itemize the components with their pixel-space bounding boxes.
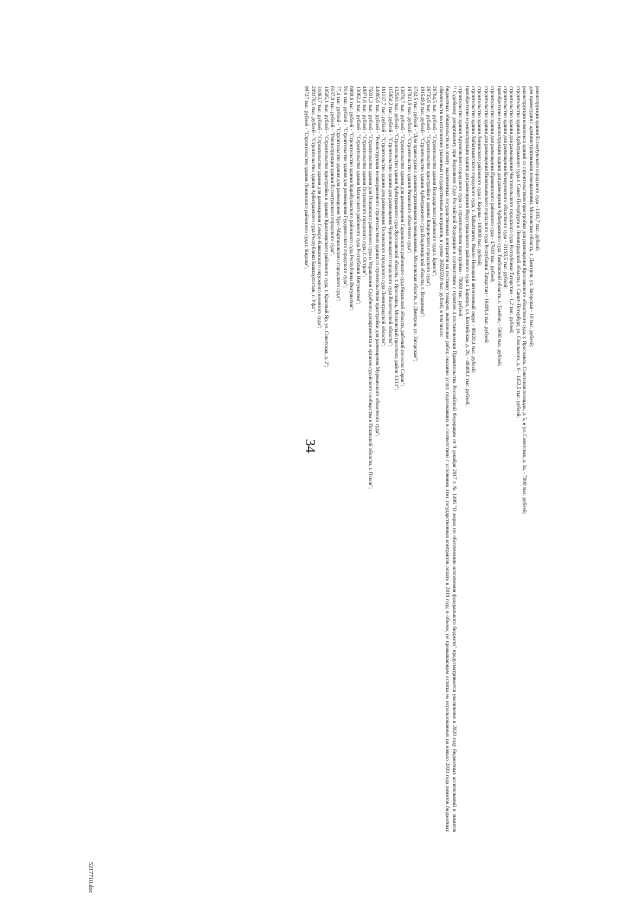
text-line: строительство здания для размещения Кемеровского областного суда - 31193,5 тыс. рублей; [501,86,508,289]
text-line: 209178,5 тыс. рублей - "Строительство здания Арбитражного суда Республики Башкортостан, г. Уфа"; [309,86,316,313]
text-line: приобретение и реконструкция здания для размещения Индустриального районного суда г. Барнаул, ул. Балтийская, д. 28, - 46469,1 тыс. рублей; [463,86,470,406]
page-number: 34 [302,439,317,453]
text-line: 28735,6 тыс. рублей - "Строительство пристройки к зданию Ковровского городского суда"; [425,86,432,287]
text-line: строительство здания для размещения Чистопольского городского суда Республики Татарстан - 1,2 тыс. рублей; [508,86,515,334]
text-line: реконструкция комплекса зданий со строительством пристройки для размещения Ярославского областного суда, г. Ярославль, Советская площадь, д. 5, и ул. Советская, д. 3а, - 7000 тыс. рублей; [521,86,528,515]
text-line: 31083,7 тыс. рублей - "Строительство здания для размещения Северо-Кавказского окружного военного суда"; [316,86,323,329]
text-line: дом правосудия с административными помещениями, Московская область, г. Дмитров, ул. Загорская - 10 тыс. рублей; [527,86,534,348]
text-line: строительство здания для размещения Нижнекамского городского суда Республики Татарстан - 18499,4 тыс. рублей; [482,86,489,344]
text-line: 10505,1 тыс. рублей - "Строительство пристройки к зданию Красноярского районного суда, г. Красный Яр, ул. Советская, д. 2"; [322,86,329,368]
text-line: 161137,7 тыс. рублей - "Строительство здания для размещения Тосненского городского суда Ленинградской области"; [380,86,387,347]
text-line: 99727 тыс. рублей - "Строительство здания Ленинского районного суда г. Кирова"; [303,86,310,269]
text-line: 77,4 тыс. рублей - "Строительство здания для размещения Урус-Мартановского городского суда"; [335,86,342,302]
text-line: строительство здания Ленинского районного суда г. Кирова - 100000 тыс. рублей; [476,86,483,267]
text-line: 44085,6 тыс. рублей - "Реконструкция незавершенного строительством здания со строительством пристройки для размещения Мурманского областного суда"; [373,86,380,437]
text-line: строительство здания Арбитражного суда г. Санкт-Петербурга и Ленинградской области, г. Санкт-Петербург, ул. Смольного, д. 6 - 1452,5 тыс. рублей; [514,86,521,418]
text-line: 91,6 тыс. рублей - "Строительство здания для размещения Гудермесского городского суда"; [341,86,348,288]
text-line: 191549,9 тыс. рублей - "Строительство здания Арбитражного суда Владимирской области, г. Владимир"; [418,86,425,318]
text-line: 132583 тыс. рублей - "Строительство здания Арбитражного суда Ярославской области, г. Ярославль, Московский проспект, район 13/11"; [393,86,400,390]
text-line: 26764,5 тыс. рублей - "Строительство здания Володарского районного суда г. Брянск"; [431,86,438,277]
text-line: 187821,9 тыс. рублей - "Строительство здания Рязанского областного суда"; [405,86,412,254]
footnote-paragraph: ¹¹ Судебному департаменту при Верховном Суде Российской Федерации в соответствии с пунктом 4 постановления Правительства Российской Федерации от 9 декабря 2017 г. № 1496 "О мерах по обеспечению исполнения федерального бюджета" предусматривается увеличение в 2020 году бюджетных ассигнований и лимитов бюджетных обязательств на оплату заключенных государственных контрактов на поставку товаров, выполнение работ, оказание услуг, подлежавших в соответствии с условиями этих государственных контрактов оплате в 2019 году, в объеме, не превышающем остатка не использованных на начало 2020 года лимитов бюджетных обязательств на исполнение указанных государственных контрактов, в сумме 3859259,6 тыс. рублей, в том числе: [437,86,457,832]
text-line: строительство здания Лабытнангского городского суда, г. Лабытнанги, Ямало-Ненецкий автономный округ - 86420,4 тыс. рублей; [469,86,476,374]
text-line: 6969,6 тыс. рублей - "Строительство здания Карабулакского районного суда Республики Ингушетия"; [348,86,355,311]
text-line: 48971,6 тыс. рублей - "Строительство здания Островского городского суда, г. Остров"; [361,86,368,277]
text-line: реконструкция здания Ессентукского городского суда - 1193,7 тыс. рублей; [534,86,540,252]
text-line: 75031,2 тыс. рублей - "Строительство здания для Псковского районного суда и Управления Судебного департамента и органов судейского сообщества в Псковской области, г. Псков"; [367,86,374,489]
text-line: строительство здания Артемовского городского суда со строительством пристройки - 70000 тыс. рублей. [457,86,464,318]
text-line: приобретение и реконструкция здания для размещения Арбитражного суда Тамбовской области, г. Тамбов, - 5000 тыс. рублей; [495,86,502,367]
document-body [100,72,540,832]
text-line: 13878,7 тыс. рублей - "Строительство здания для размещения Сараевского районного суда Рязанской области, рабочий поселок Сараи"; [399,86,406,387]
text-line: 3742,5 тыс. рублей - "Дом правосудия с административными помещениями, Московская область, г. Дмитров, ул. Загорская"; [412,86,419,362]
footer-filename: 5217710.doc [87,862,93,894]
text-line: строительство здания для размещения Пряжинского районного суда - 47830 тыс. рублей; [489,86,496,283]
text-line: 13062,4 тыс. рублей - "Строительство здания Магасского районного суда Республики Ингушетия"; [354,86,361,305]
text-line: 115950,2 тыс. рублей - "Строительство здания для размещения Череповецкого городского суда Вологодской области"; [386,86,393,347]
text-line: 6137,9 тыс. рублей - "Реконструкция здания Ессентукского городского суда"; [329,86,335,256]
